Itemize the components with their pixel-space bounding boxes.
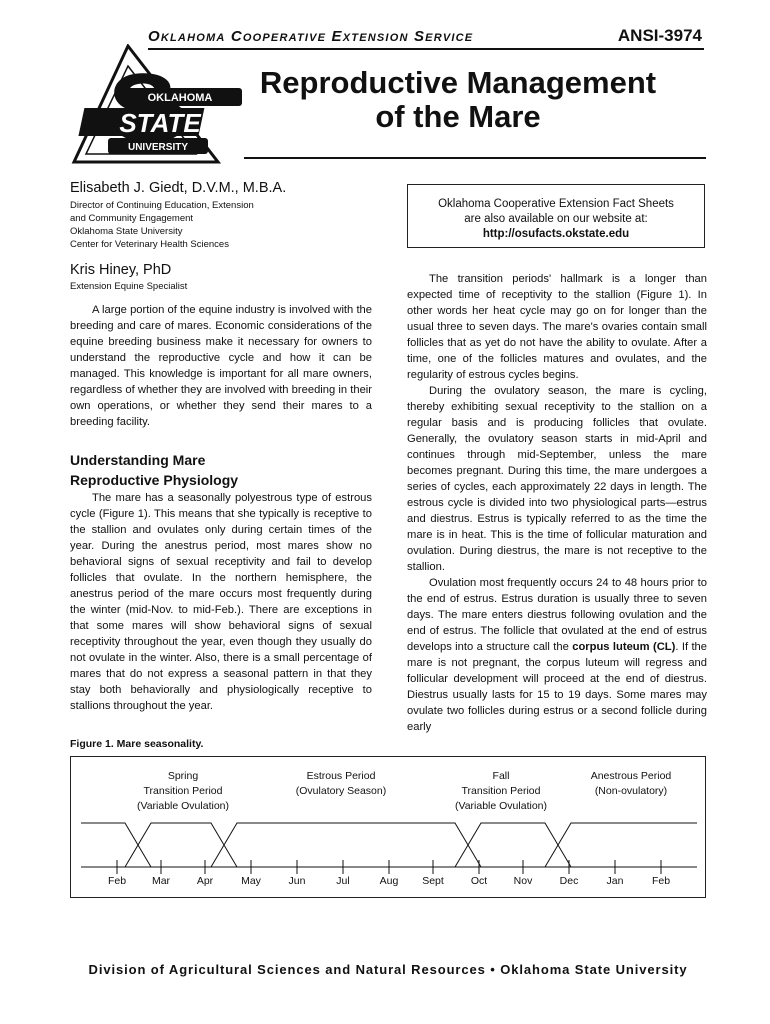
intro-paragraph bbox=[70, 302, 372, 430]
period-line: Transition Period bbox=[461, 785, 541, 797]
month-label: Feb bbox=[107, 875, 127, 887]
affiliation-line: and Community Engagement bbox=[70, 213, 194, 224]
anestrous-curve-left bbox=[81, 823, 151, 867]
author-name-1: Elisabeth J. Giedt, D.V.M., M.B.A. bbox=[70, 180, 287, 196]
month-label: Jul bbox=[336, 875, 350, 887]
osu-logo bbox=[68, 44, 244, 180]
section-heading-line-2: Reproductive Physiology bbox=[70, 472, 239, 488]
author-affiliation-2 bbox=[70, 280, 187, 293]
logo-line2: STATE bbox=[119, 108, 201, 138]
period-label-estrous bbox=[271, 769, 411, 799]
author-name-2: Kris Hiney, PhD bbox=[70, 262, 172, 278]
period-label-spring bbox=[113, 769, 253, 814]
period-line: (Ovulatory Season) bbox=[295, 785, 387, 797]
physiology-text: The mare has a seasonally polyestrous type of estrous cycle (Figure 1). This means that she typically is receptive to the stallion and ovulates only during certain times of the year. During the anestrus period, most mares show no behavioral signs of sexual receptivity and fail to develop follicles that ovulate. In the northern hemisphere, the anestrus period of the mare occurs most frequently during the winter (mid-Nov. to mid-Feb.). There are exceptions in that some mares will show behavioral signs of sexual receptivity throughout the year, even though they usually do not ovulate in the winter. Also, there is a small percentage of mares that do not express a seasonal pattern in that they stay both behaviorally and physiologically receptive to stallions throughout the year. bbox=[70, 492, 372, 712]
period-label-anestrous bbox=[561, 769, 701, 799]
ovulatory-paragraph: During the ovulatory season, the mare is cycling, thereby exhibiting sexual receptivity to the stallion on a regular basis and is producing follicles that ovulate. Generally, the ovulatory season starts in mid-April and continues through mid-September, unless the mare becomes pregnant. During this time, the mare undergoes a series of cycles, each approximately 22 days in length. The estrous cycle is divided into two physiological parts—estrus and diestrus. Estrus is typically referred to as the time the mare is in heat. This is the time of follicular maturation and ovulation. During diestrus, the mare is not receptive to the stallion. bbox=[407, 385, 707, 573]
intro-text: A large portion of the equine industry is involved with the breeding and care of mares. Economic considerations of the equine breeding business make it necessary for owners to understand the reproductive cycle and how it can be managed. This knowledge is important for all mare owners, regardless of whether they are involved with breeding in their own operations, or whether they send their mares to a breeding facility. bbox=[70, 304, 372, 428]
ovulation-text-1: Ovulation most frequently occurs 24 to 48 hours prior to the end of estrus. Estrus duration is usually three to seven days. The mare enters diestrus following ovulation and the end of estrus. The follicle that ovulated at the end of estrus develops into a structure call the bbox=[407, 577, 707, 653]
month-label: May bbox=[241, 875, 261, 887]
section-heading bbox=[70, 450, 370, 490]
period-label-fall bbox=[431, 769, 571, 814]
period-line: Estrous Period bbox=[306, 770, 376, 782]
period-line: Spring bbox=[167, 770, 199, 782]
transition-paragraph: The transition periods' hallmark is a longer than expected time of receptivity to the stallion (Figure 1). In other words her heat cycle may go on for longer than the usual three to seven days. The mare's ovaries contain small follicles that as yet do not have the ability to ovulate. After a time, one of the follicles matures and ovulates, and the regularity of estrous cycles begins. bbox=[407, 273, 707, 381]
factsheet-box bbox=[407, 184, 705, 248]
logo-line1: OKLAHOMA bbox=[147, 92, 213, 104]
seasonality-figure bbox=[70, 756, 706, 898]
figure-caption: Figure 1. Mare seasonality. bbox=[70, 738, 204, 750]
spring-transition-curve bbox=[125, 823, 237, 867]
month-label: Jan bbox=[606, 875, 624, 887]
website-link[interactable]: http://osufacts.okstate.edu bbox=[482, 228, 630, 240]
page-footer: Division of Agricultural Sciences and Natural Resources • Oklahoma State University bbox=[88, 962, 688, 977]
affiliation-line: Oklahoma State University bbox=[70, 226, 183, 237]
affiliation-line: Extension Equine Specialist bbox=[70, 281, 188, 292]
month-label: Oct bbox=[470, 875, 488, 887]
period-line: (Variable Ovulation) bbox=[454, 800, 547, 812]
month-label: Nov bbox=[513, 875, 533, 887]
period-line: (Variable Ovulation) bbox=[136, 800, 229, 812]
series-name: Oklahoma Cooperative Extension Service bbox=[148, 28, 474, 45]
period-line: Transition Period bbox=[143, 785, 223, 797]
month-label: Dec bbox=[559, 875, 579, 887]
affiliation-line: Center for Veterinary Health Sciences bbox=[70, 239, 229, 250]
document-title bbox=[230, 66, 686, 134]
month-label: Apr bbox=[196, 875, 214, 887]
affiliation-line: Director of Continuing Education, Extension bbox=[70, 200, 254, 211]
fall-transition-curve bbox=[455, 823, 571, 867]
physiology-paragraph bbox=[70, 490, 372, 714]
title-line-1: Reproductive Management bbox=[259, 65, 657, 100]
author-affiliation-1 bbox=[70, 199, 254, 251]
ovulation-text-2: . If the mare is not pregnant, the corpus luteum will regress and follicular development will proceed at the end of diestrus. Diestrus usually lasts for 15 to 19 days. Some mares may ovulate two follicles during estrus or a second follicle during early bbox=[407, 641, 707, 733]
right-column bbox=[407, 271, 707, 735]
anestrous-curve-right bbox=[545, 823, 697, 867]
corpus-luteum-term: corpus luteum (CL) bbox=[572, 641, 676, 653]
title-rule bbox=[244, 157, 706, 159]
factbox-line-1: Oklahoma Cooperative Extension Fact Sheets bbox=[438, 198, 674, 210]
document-code: ANSI-3974 bbox=[617, 26, 702, 45]
month-label: Mar bbox=[151, 875, 171, 887]
section-heading-line-1: Understanding Mare bbox=[70, 452, 206, 468]
month-label: Feb bbox=[651, 875, 671, 887]
month-label: Aug bbox=[379, 875, 399, 887]
month-label: Jun bbox=[288, 875, 306, 887]
ovulation-paragraph bbox=[407, 575, 707, 735]
month-label: Sept bbox=[422, 875, 444, 887]
period-line: (Non-ovulatory) bbox=[594, 785, 668, 797]
logo-line3: UNIVERSITY bbox=[127, 142, 189, 153]
period-line: Fall bbox=[492, 770, 510, 782]
period-line: Anestrous Period bbox=[590, 770, 672, 782]
title-line-2: of the Mare bbox=[375, 99, 541, 134]
factbox-line-2: are also available on our website at: bbox=[464, 213, 648, 225]
